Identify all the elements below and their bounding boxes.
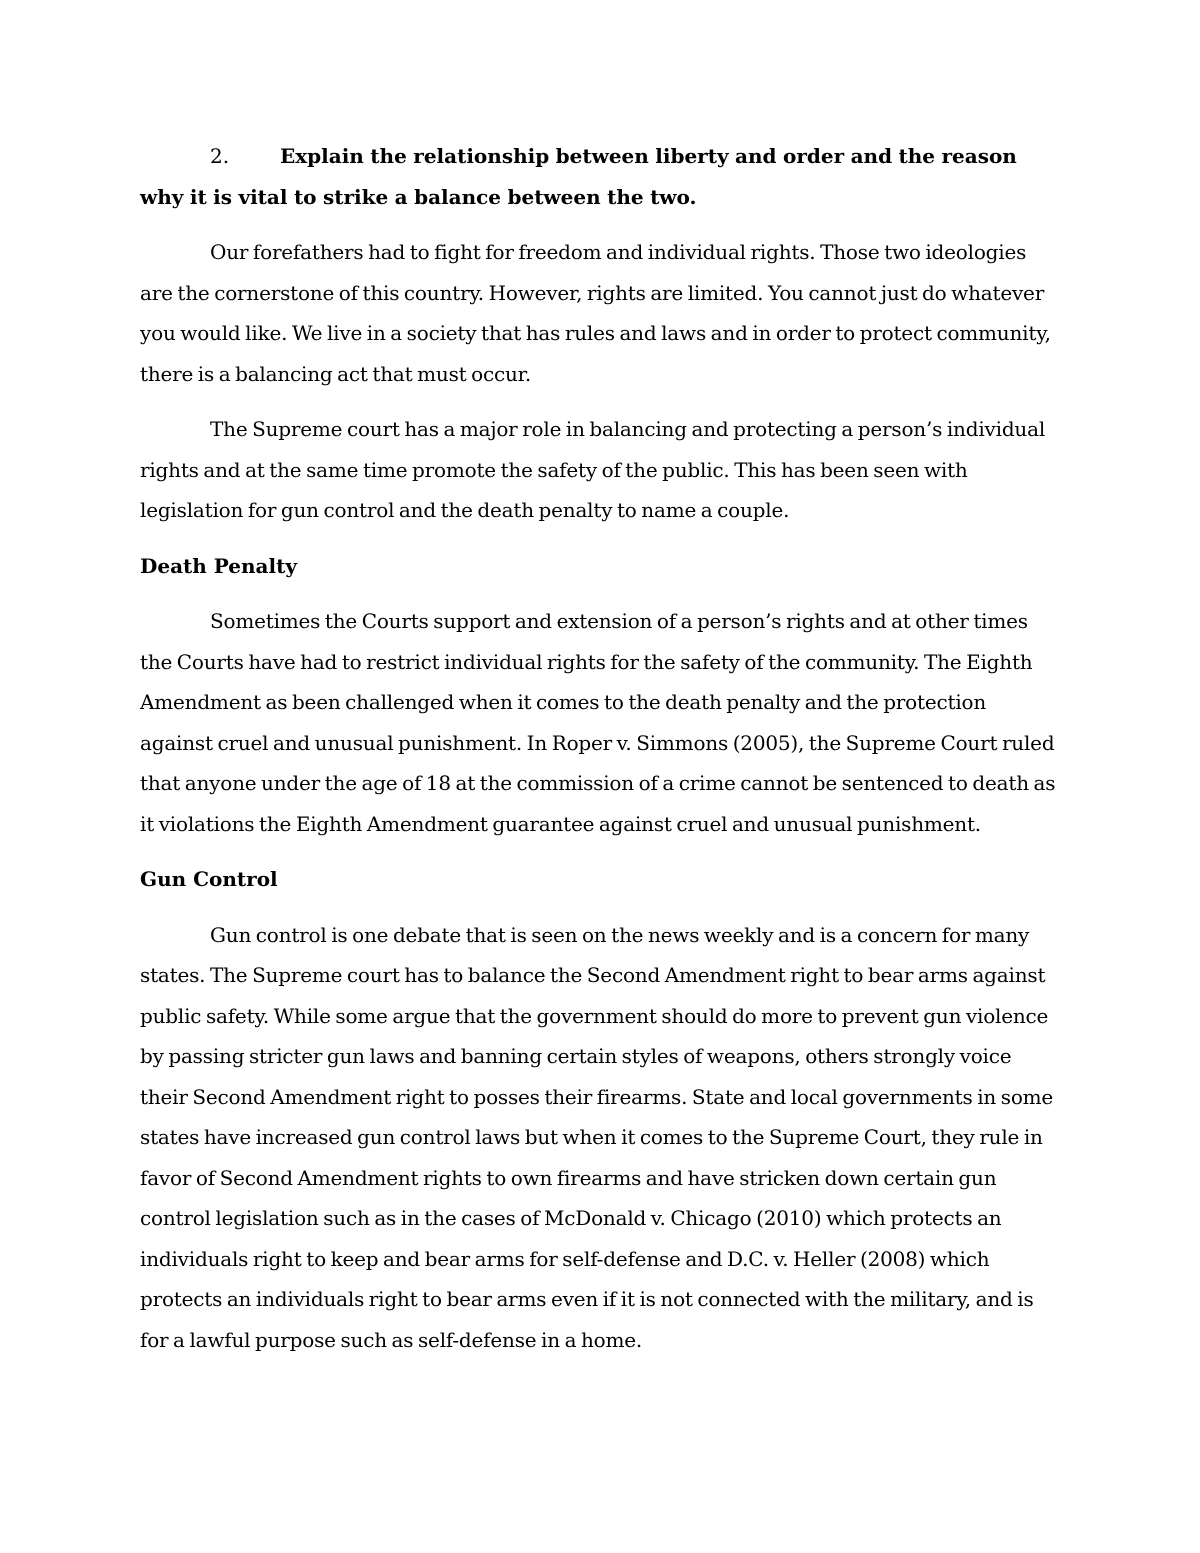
intro-paragraph-1: Our forefathers had to fight for freedom and individual rights. Those two ideologies are the cornerstone of this country. However, rights are limited. You cannot just do whatever you would like. We live in a society that has rules and laws and in order to protect community, there is a balancing act that must occur.	[140, 240, 1051, 386]
section-heading-gun-control: Gun Control	[140, 867, 278, 891]
section-paragraph-gun-control: Gun control is one debate that is seen on the news weekly and is a concern for many states. The Supreme court has to balance the Second Amendment right to bear arms against public safety. While some argue that the government should do more to prevent gun violence by passing stricter gun laws and banning certain styles of weapons, others strongly voice their Second Amendment right to posses their firearms. State and local governments in some states have increased gun control laws but when it comes to the Supreme Court, they rule in favor of Second Amendment rights to own firearms and have stricken down certain gun control legislation such as in the cases of McDonald v. Chicago (2010) which protects an individuals right to keep and bear arms for self-defense and D.C. v. Heller (2008) which protects an individuals right to bear arms even if it is not connected with the military, and is for a lawful purpose such as self-defense in a home.	[140, 922, 1054, 1352]
section-paragraph-death-penalty: Sometimes the Courts support and extension of a person’s rights and at other times the Courts have had to restrict individual rights for the safety of the community. The Eighth Amendment as been challenged when it comes to the death penalty and the protection against cruel and unusual punishment. In Roper v. Simmons (2005), the Supreme Court ruled that anyone under the age of 18 at the commission of a crime cannot be sentenced to death as it violations the Eighth Amendment guarantee against cruel and unusual punishment.	[140, 609, 1056, 836]
question-number: 2.	[210, 144, 230, 168]
intro-paragraph-2: The Supreme court has a major role in balancing and protecting a person’s individual rights and at the same time promote the safety of the public. This has been seen with legislation for gun control and the death penalty to name a couple.	[140, 417, 1046, 522]
question-heading	[140, 136, 1060, 217]
question-text: Explain the relationship between liberty and order and the reason why it is vital to strike a balance between the two.	[140, 144, 1017, 209]
section-heading-death-penalty: Death Penalty	[140, 553, 297, 578]
document-body	[140, 136, 1060, 1375]
